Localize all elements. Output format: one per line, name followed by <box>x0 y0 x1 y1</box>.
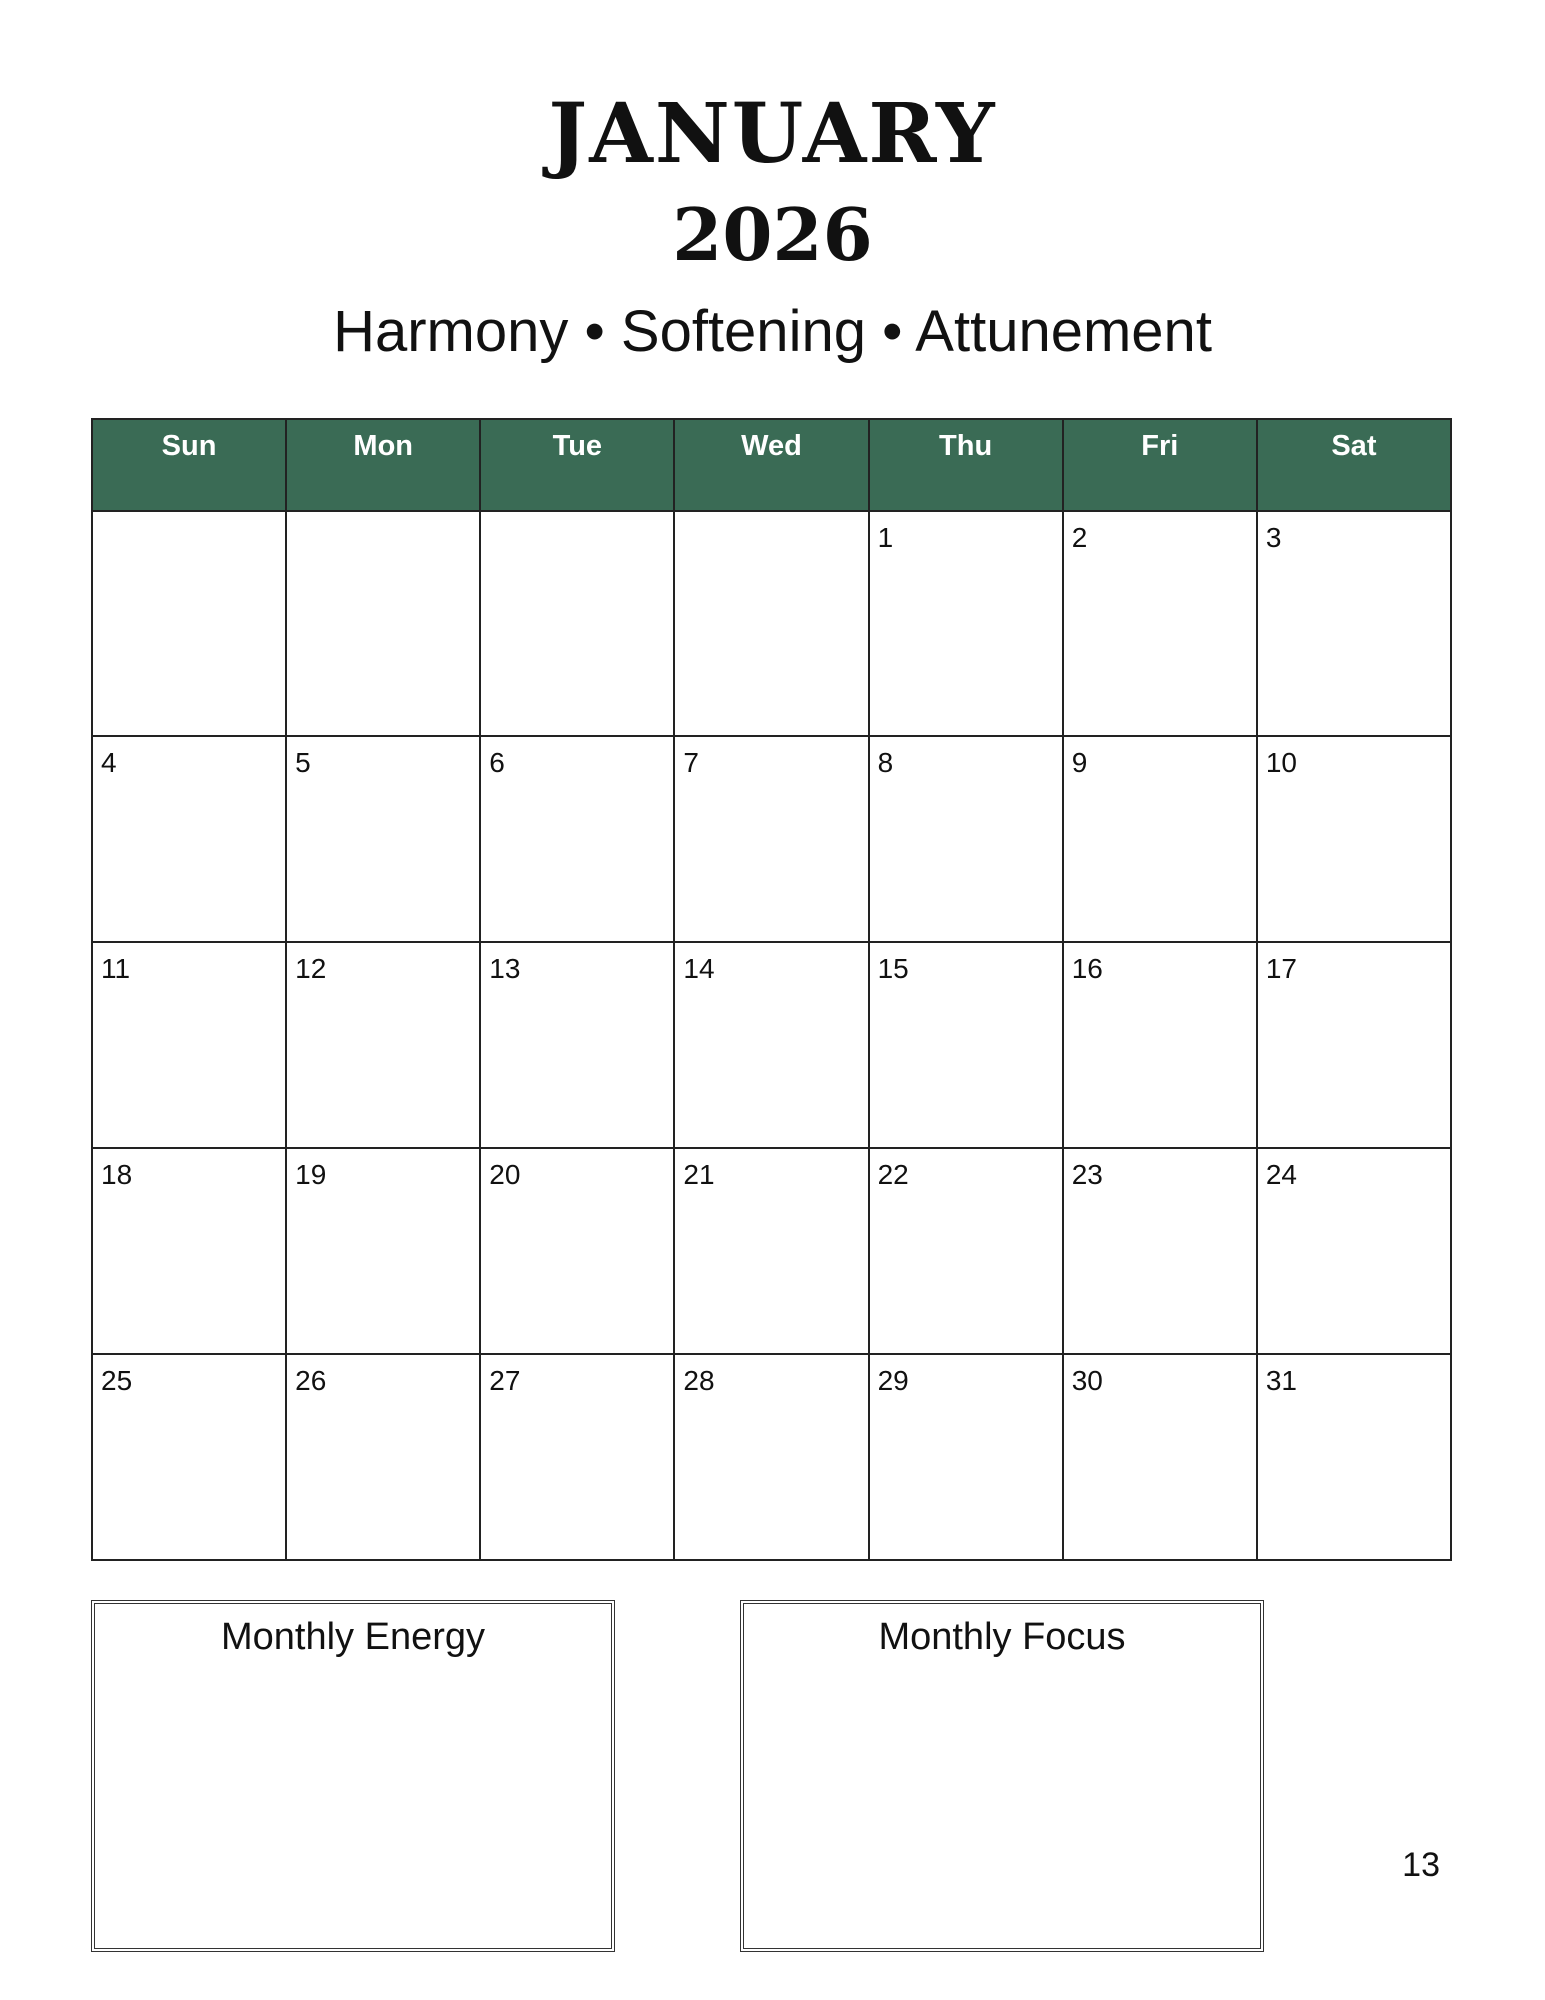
day-cell: 15 <box>869 942 1063 1148</box>
monthly-focus-title: Monthly Focus <box>878 1616 1126 1658</box>
weekday-header-tue: Tue <box>480 419 674 511</box>
day-cell <box>674 511 868 736</box>
weekday-header-row <box>92 419 1451 511</box>
weekday-header-fri: Fri <box>1063 419 1257 511</box>
day-cell: 10 <box>1257 736 1451 942</box>
month-title: JANUARY <box>548 86 997 182</box>
weekday-header-mon: Mon <box>286 419 480 511</box>
monthly-energy-title: Monthly Energy <box>220 1616 485 1658</box>
week-row <box>92 736 1451 942</box>
day-cell: 30 <box>1063 1354 1257 1560</box>
day-cell: 7 <box>674 736 868 942</box>
theme-subtitle: Harmony • Softening • Attunement <box>333 299 1212 364</box>
day-cell: 9 <box>1063 736 1257 942</box>
day-cell: 13 <box>480 942 674 1148</box>
day-cell: 4 <box>92 736 286 942</box>
day-cell <box>480 511 674 736</box>
day-cell: 14 <box>674 942 868 1148</box>
day-cell: 29 <box>869 1354 1063 1560</box>
day-cell: 5 <box>286 736 480 942</box>
day-cell: 31 <box>1257 1354 1451 1560</box>
day-cell: 1 <box>869 511 1063 736</box>
day-cell: 12 <box>286 942 480 1148</box>
week-row <box>92 942 1451 1148</box>
day-cell: 8 <box>869 736 1063 942</box>
week-row <box>92 1148 1451 1354</box>
day-cell: 16 <box>1063 942 1257 1148</box>
day-cell: 24 <box>1257 1148 1451 1354</box>
day-cell: 23 <box>1063 1148 1257 1354</box>
day-cell: 6 <box>480 736 674 942</box>
year-title: 2026 <box>672 192 873 277</box>
day-cell: 21 <box>674 1148 868 1354</box>
day-cell: 25 <box>92 1354 286 1560</box>
week-row <box>92 511 1451 736</box>
day-cell <box>92 511 286 736</box>
day-cell: 11 <box>92 942 286 1148</box>
day-cell: 27 <box>480 1354 674 1560</box>
monthly-focus-box <box>740 1600 1264 1952</box>
day-cell: 3 <box>1257 511 1451 736</box>
day-cell: 18 <box>92 1148 286 1354</box>
day-cell: 2 <box>1063 511 1257 736</box>
weekday-header-sat: Sat <box>1257 419 1451 511</box>
weekday-header-sun: Sun <box>92 419 286 511</box>
monthly-energy-box <box>91 1600 615 1952</box>
day-cell: 26 <box>286 1354 480 1560</box>
week-row <box>92 1354 1451 1560</box>
weekday-header-wed: Wed <box>674 419 868 511</box>
weekday-header-thu: Thu <box>869 419 1063 511</box>
page-number: 13 <box>1402 1846 1440 1884</box>
day-cell: 17 <box>1257 942 1451 1148</box>
day-cell: 19 <box>286 1148 480 1354</box>
day-cell: 20 <box>480 1148 674 1354</box>
day-cell: 28 <box>674 1354 868 1560</box>
day-cell: 22 <box>869 1148 1063 1354</box>
day-cell <box>286 511 480 736</box>
calendar-grid <box>91 418 1452 1561</box>
